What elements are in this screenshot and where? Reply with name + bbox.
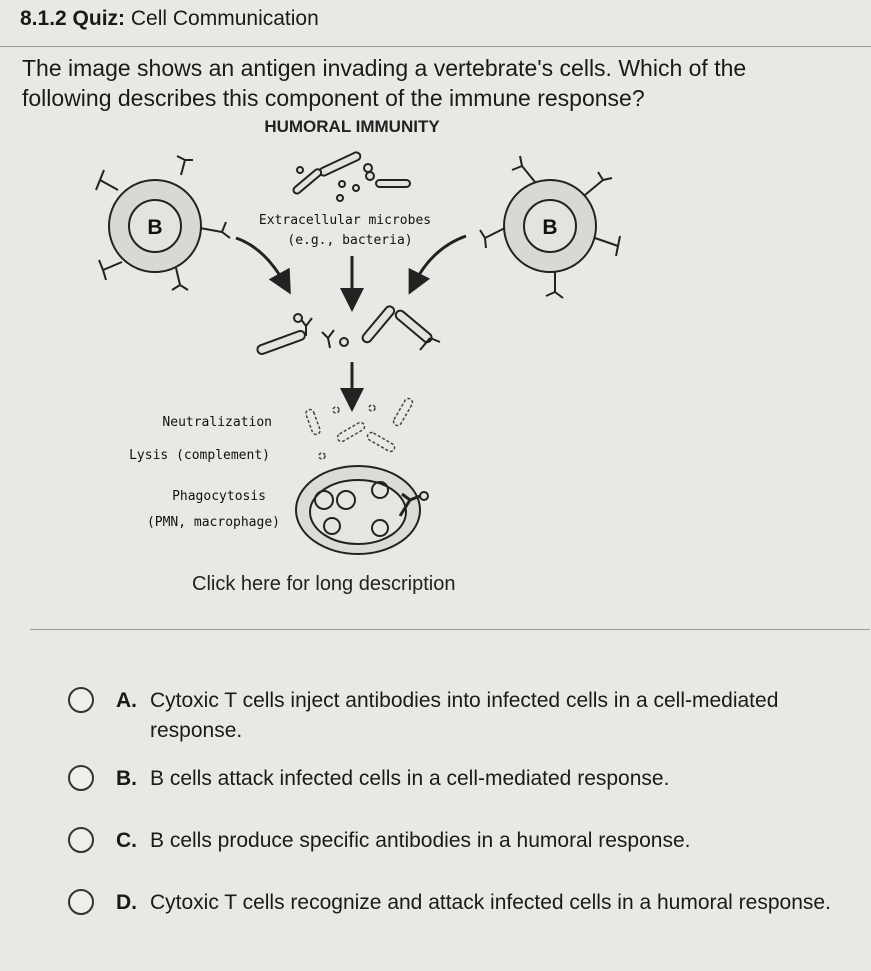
effect-phagocytosis-cells-label: (PMN, macrophage) (146, 515, 280, 530)
effect-phagocytosis-label: Phagocytosis (172, 489, 266, 504)
effect-neutralization-label: Neutralization (162, 415, 272, 430)
diagram-arrows (236, 236, 466, 400)
option-c[interactable] (68, 826, 858, 856)
options-divider (30, 629, 870, 630)
microbes-label: Extracellular microbes (258, 213, 432, 228)
option-d-radio[interactable] (68, 889, 94, 915)
option-d-letter: D. (116, 891, 137, 914)
b-cell-left-label: B (147, 216, 163, 239)
diagram-title: HUMORAL IMMUNITY (264, 117, 440, 136)
option-a-letter: A. (116, 689, 137, 712)
b-cell-right-label: B (542, 216, 558, 239)
option-c-text: B cells produce specific antibodies in a humoral response. (150, 829, 691, 852)
option-b-radio[interactable] (68, 765, 94, 791)
option-c-radio[interactable] (68, 827, 94, 853)
long-description-link[interactable]: Click here for long description (192, 573, 456, 595)
quiz-title: Cell Communication (130, 7, 319, 30)
microbes-example-label: (e.g., bacteria) (287, 233, 413, 248)
phagocyte-cell (296, 466, 428, 554)
option-d-text: Cytoxic T cells recognize and attack infected cells in a humoral response. (150, 891, 831, 914)
option-c-letter: C. (116, 829, 137, 852)
question-text: The image shows an antigen invading a vertebrate's cells. Which of the following describes this component of the immune response? (22, 55, 747, 111)
option-b-letter: B. (116, 767, 137, 790)
option-b-text: B cells attack infected cells in a cell-mediated response. (150, 767, 670, 790)
lysis-fragments (305, 397, 414, 459)
antibody-microbe-complex (256, 305, 440, 356)
option-a[interactable] (68, 686, 858, 746)
b-cell-left (96, 156, 230, 290)
option-a-text: Cytoxic T cells inject antibodies into infected cells in a cell-mediated response. (150, 689, 779, 742)
microbes-cluster (292, 151, 410, 201)
option-b[interactable] (68, 764, 858, 794)
option-a-radio[interactable] (68, 687, 94, 713)
quiz-number: 8.1.2 Quiz: (20, 7, 126, 30)
effect-lysis-label: Lysis (complement) (129, 448, 270, 463)
option-d[interactable] (68, 888, 858, 918)
